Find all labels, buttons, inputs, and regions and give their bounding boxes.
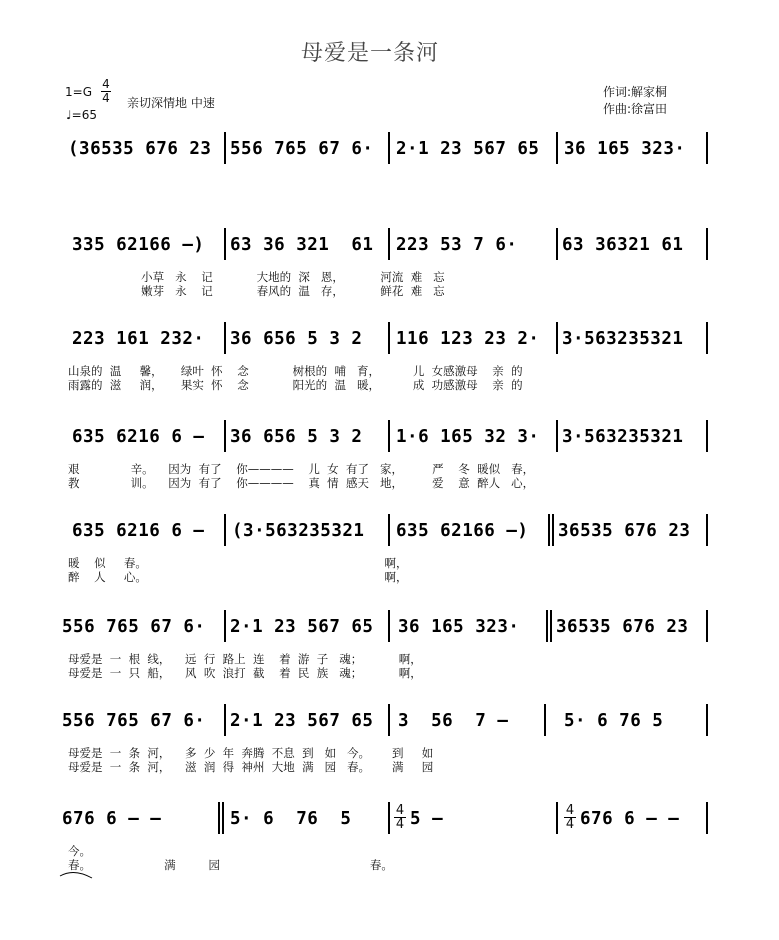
bar-line: [218, 802, 220, 834]
lyrics-verse-1: 小草 永 记 大地的 深 恩， 河流 难 忘: [68, 270, 445, 284]
measure: 3·563235321: [562, 329, 684, 349]
measure: 1·6 165 32 3·: [396, 427, 540, 447]
bar-line: [388, 228, 390, 260]
bar-line: [388, 704, 390, 736]
measure: 556 765 67 6·: [230, 139, 374, 159]
bar-line: [556, 802, 558, 834]
bar-line: [548, 514, 550, 546]
bar-line: [706, 228, 708, 260]
staff-row-2: [68, 232, 708, 312]
meter-top: 4: [102, 77, 110, 91]
bar-line: [706, 132, 708, 164]
staff-row-3: [68, 326, 708, 406]
staff-row-6: [62, 614, 708, 694]
key-signature: 1=G: [65, 85, 92, 99]
bar-line: [556, 420, 558, 452]
time-change: [564, 804, 576, 831]
tie-fragment: [58, 864, 98, 880]
measure: 36 656 5 3 2: [230, 329, 363, 349]
staff-row-7: [62, 708, 708, 788]
measure: 5· 6 76 5: [564, 711, 664, 731]
staff-row-1: [68, 136, 708, 216]
measure: 63 36 321 61: [230, 235, 374, 255]
lyrics-verse-2: 春。 满 园 春。: [68, 858, 393, 872]
bar-line: [224, 322, 226, 354]
lyrics-verse-1: 艰 辛。 因为 有了 你———— 儿 女 有了 家， 严 冬 暖似 春，: [68, 462, 535, 476]
measure: 5· 6 76 5: [230, 809, 352, 829]
bar-line: [556, 228, 558, 260]
bar-line: [706, 420, 708, 452]
credits: [603, 84, 667, 118]
bar-line: [388, 610, 390, 642]
song-title: 母爱是一条河: [300, 41, 439, 66]
measure: (3·563235321: [232, 521, 365, 541]
bar-line: [388, 802, 390, 834]
measure: 2·1 23 567 65: [230, 711, 374, 731]
lyrics-verse-2: 醉 人 心。 啊，: [68, 570, 408, 584]
bar-line: [388, 322, 390, 354]
measure: 2·1 23 567 65: [396, 139, 540, 159]
time-change-top: 4: [395, 803, 405, 818]
bar-line: [706, 610, 708, 642]
measure: 676 6 – –: [62, 809, 162, 829]
measure: 36 656 5 3 2: [230, 427, 363, 447]
bar-line: [388, 514, 390, 546]
time-change-bottom: 4: [565, 817, 575, 832]
bar-line: [556, 132, 558, 164]
bar-line: [546, 610, 548, 642]
lyrics-verse-1: 暖 似 春。 啊，: [68, 556, 408, 570]
measure: 36535 676 23: [558, 521, 691, 541]
lyrics-verse-2: 教 训。 因为 有了 你———— 真 情 感天 地， 爱 意 醉人 心，: [68, 476, 535, 490]
bar-line: [706, 704, 708, 736]
measure: 556 765 67 6·: [62, 617, 206, 637]
measure: 36535 676 23: [556, 617, 689, 637]
measure: 676 6 – –: [580, 809, 680, 829]
measure: 335 62166 –): [72, 235, 205, 255]
meter-bottom: 4: [102, 91, 110, 105]
measure: 116 123 23 2·: [396, 329, 540, 349]
measure: (36535 676 23: [68, 139, 212, 159]
staff-row-8: [62, 803, 708, 886]
measure: 556 765 67 6·: [62, 711, 206, 731]
measure: 36 165 323·: [564, 139, 686, 159]
lyrics-verse-1: 今。: [68, 844, 91, 858]
bar-line: [224, 228, 226, 260]
quarter-note-icon: ♩: [66, 108, 72, 122]
measure: 223 53 7 6·: [396, 235, 518, 255]
bar-line: [544, 704, 546, 736]
lyrics-verse-1: 母爱是 一 条 河， 多 少 年 奔腾 不息 到 如 今。 到 如: [68, 746, 434, 760]
measure: 63 36321 61: [562, 235, 684, 255]
measure: 36 165 323·: [398, 617, 520, 637]
bar-line: [222, 802, 224, 834]
lyrics-verse-2: 雨露的 滋 润， 果实 怀 念 阳光的 温 暖， 成 功感激母 亲 的: [68, 378, 523, 392]
measure: 635 6216 6 –: [72, 427, 205, 447]
bar-line: [388, 132, 390, 164]
lyrics-verse-1: 母爱是 一 根 线， 远 行 路上 连 着 游 子 魂； 啊，: [68, 652, 422, 666]
staff-row-4: [68, 424, 708, 504]
measure: 3 56 7 –: [398, 711, 509, 731]
staff-row-5: [68, 518, 708, 598]
bar-line: [224, 514, 226, 546]
composer: 作曲:徐富田: [603, 102, 668, 116]
lyrics-verse-2: 母爱是 一 只 船， 风 吹 浪打 截 着 民 族 魂； 啊，: [68, 666, 422, 680]
bar-line: [550, 610, 552, 642]
measure: 2·1 23 567 65: [230, 617, 374, 637]
expression-marking: 亲切深情地 中速: [127, 96, 215, 110]
bar-line: [224, 420, 226, 452]
bar-line: [388, 420, 390, 452]
measure: 5 –: [410, 809, 444, 829]
lyrics-verse-1: 山泉的 温 馨， 绿叶 怀 念 树根的 哺 育， 儿 女感激母 亲 的: [68, 364, 523, 378]
tempo-value: =65: [71, 108, 97, 122]
measure: 635 62166 –): [396, 521, 529, 541]
measure: 635 6216 6 –: [72, 521, 205, 541]
bar-line: [224, 704, 226, 736]
measure: 223 161 232·: [72, 329, 205, 349]
time-change-top: 4: [565, 803, 575, 818]
bar-line: [224, 132, 226, 164]
time-signature: [100, 78, 112, 105]
bar-line: [556, 322, 558, 354]
lyrics-verse-2: 母爱是 一 条 河， 滋 润 得 神州 大地 满 园 春。 满 园: [68, 760, 434, 774]
bar-line: [224, 610, 226, 642]
time-change-bottom: 4: [395, 817, 405, 832]
time-change: [394, 804, 406, 831]
bar-line: [552, 514, 554, 546]
lyricist: 作词:解家桐: [603, 85, 668, 99]
bar-line: [706, 322, 708, 354]
bar-line: [706, 514, 708, 546]
measure: 3·563235321: [562, 427, 684, 447]
tempo-marking: [66, 108, 97, 122]
lyrics-verse-2: 嫩芽 永 记 春风的 温 存， 鲜花 难 忘: [68, 284, 445, 298]
bar-line: [706, 802, 708, 834]
